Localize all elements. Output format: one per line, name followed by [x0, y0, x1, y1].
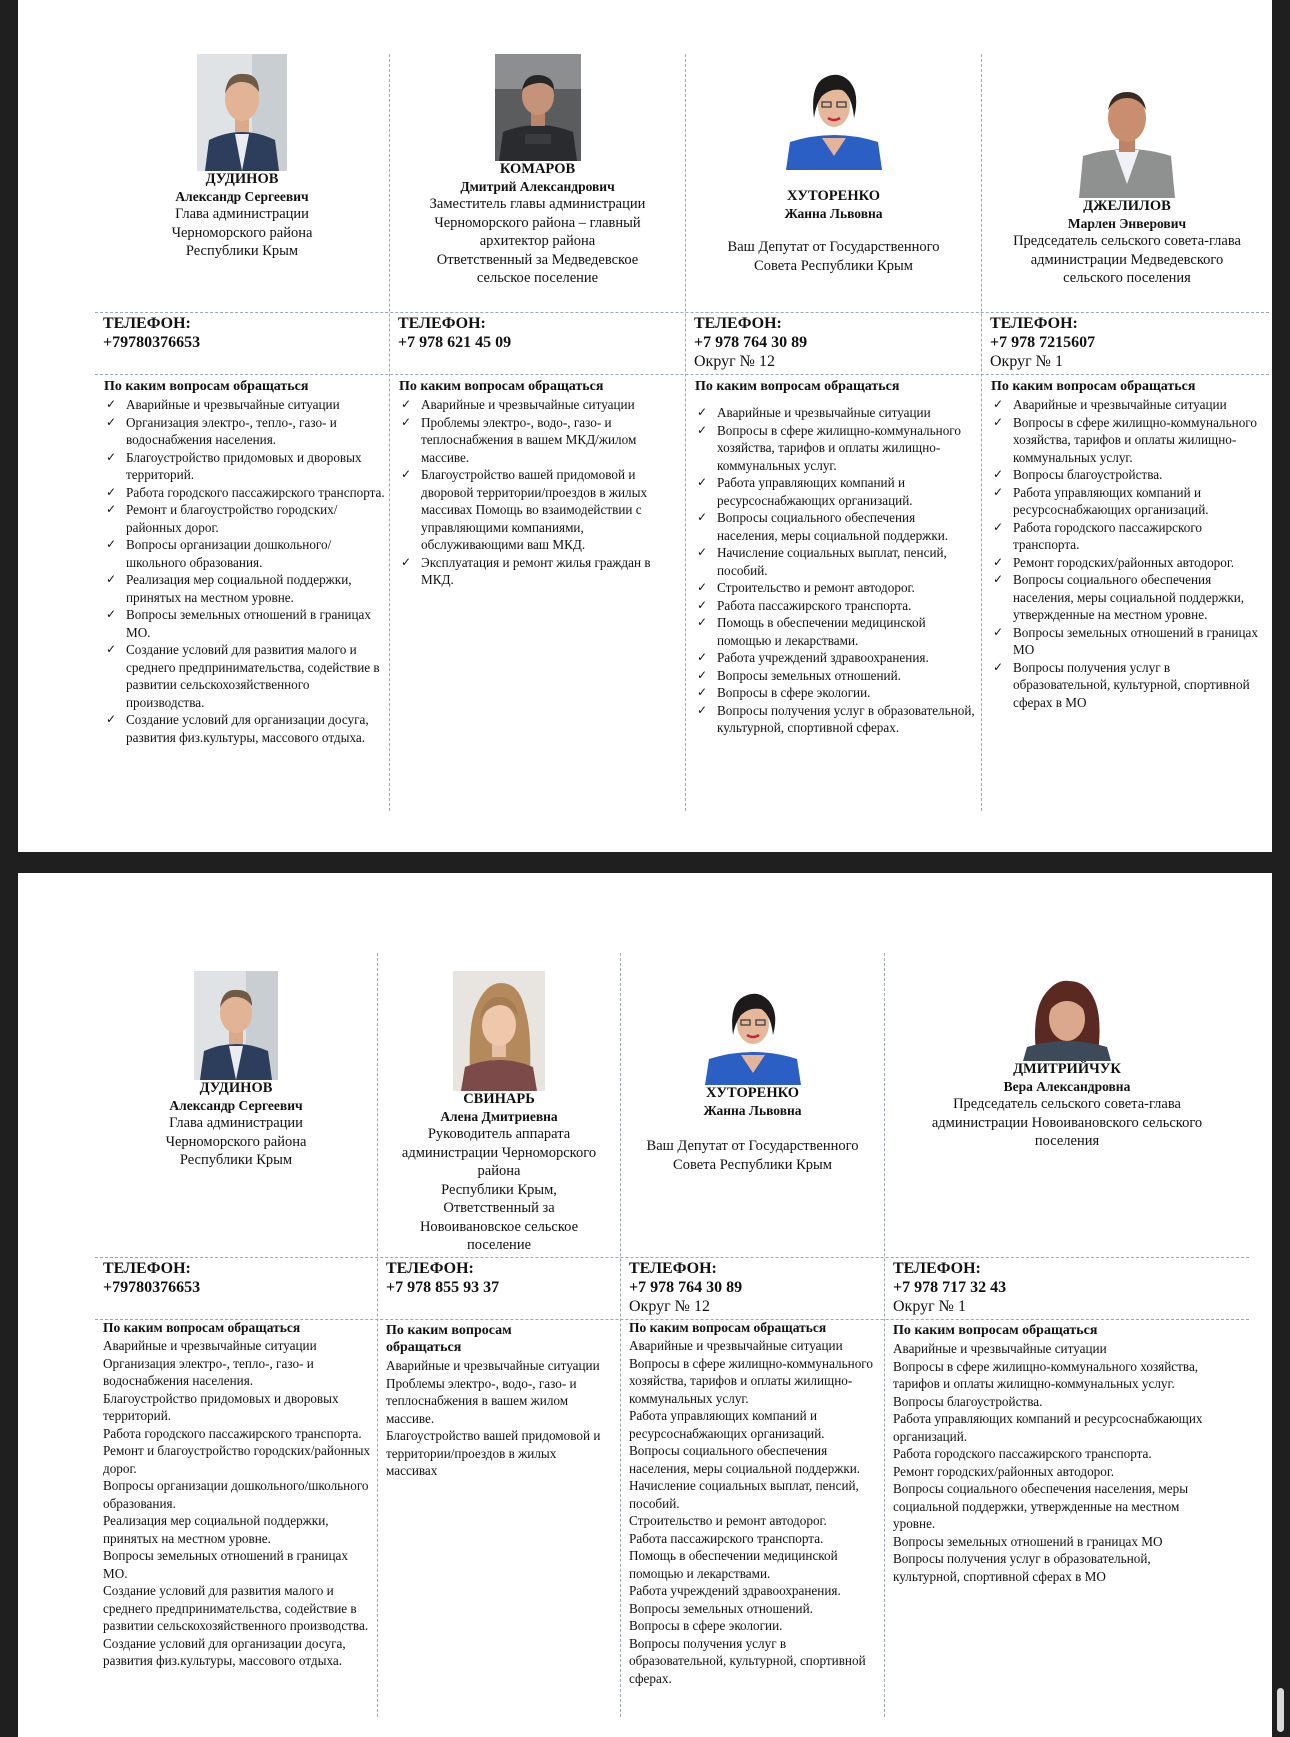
topic-item: ✓ Строительство и ремонт автодорог.: [717, 579, 977, 597]
topics-block: [893, 1322, 1219, 1585]
district-label: Округ № 1: [990, 353, 1063, 370]
phone-label: ТЕЛЕФОН:: [694, 315, 782, 332]
topics-block: [695, 378, 977, 737]
portrait-image: [784, 56, 884, 170]
topic-item: Вопросы в сфере экологии.: [629, 1618, 783, 1633]
phone-number[interactable]: +7 978 7215607: [990, 334, 1096, 351]
contact-card-dudinov: [95, 0, 389, 852]
position-line: Совета Республики Крым: [754, 257, 913, 274]
portrait-image: [197, 54, 287, 171]
position-line: Председатель сельского совета-глава: [953, 1096, 1181, 1112]
phone-block: [629, 1259, 742, 1316]
topics-heading: По каким вопросам обращаться: [103, 1320, 301, 1335]
phone-label: ТЕЛЕФОН:: [990, 315, 1078, 332]
position-line: администрации Черноморского: [401, 1144, 597, 1161]
topic-item: Аварийные и чрезвычайные ситуации: [893, 1341, 1107, 1356]
contact-card-svinar: [378, 873, 620, 1737]
position-line: Черноморского района – главный: [434, 214, 641, 231]
topic-item: Ремонт городских/районных автодорог.: [893, 1463, 1115, 1479]
topic-item: ✓ Ремонт и благоустройство городских/районных дорог.: [126, 501, 385, 536]
topic-item: ✓ Эксплуатация и ремонт жилья граждан в МКД.: [421, 554, 681, 589]
contact-card-dudinov: [95, 873, 377, 1737]
topic-item: ✓ Организация электро-, тепло-, газо- и водоснабжения населения.: [126, 414, 385, 449]
topic-item: Работа учреждений здравоохранения.: [629, 1583, 841, 1598]
card-header: [378, 971, 620, 1255]
topic-item: Работа городского пассажирского транспорта.: [893, 1446, 1152, 1461]
topic-item: ✓ Создание условий для развития малого и среднего предпринимательства, содействие в развитии сельскохозяйственного производства.: [126, 641, 385, 711]
portrait-photo: [784, 56, 884, 170]
position-line: поселение: [466, 1237, 532, 1253]
person-surname: СВИНАРЬ: [463, 1091, 535, 1107]
topic-item: Помощь в обеспечении медицинской помощью и лекарствами.: [629, 1548, 838, 1581]
topic-item: ✓ Работа пассажирского транспорта.: [717, 597, 977, 615]
topic-item: Вопросы социального обеспечения населения, меры социальной поддержки, утвержденные на местном уровне.: [893, 1481, 1189, 1531]
position-line: сельского поселения: [1063, 270, 1191, 286]
person-surname: ХУТОРЕНКО: [705, 1085, 800, 1101]
topic-item: ✓ Реализация мер социальной поддержки, принятых на местном уровне.: [126, 571, 385, 606]
phone-number[interactable]: +7 978 855 93 37: [386, 1279, 500, 1296]
topic-item: Организация электро-, тепло-, газо- и водоснабжения населения.: [103, 1355, 314, 1388]
phone-block: [103, 314, 200, 352]
topic-item: ✓ Работа городского пассажирского транспорта.: [126, 484, 385, 502]
position-line: администрации Медведевского: [1030, 251, 1224, 268]
card-header: [982, 80, 1272, 288]
position-line: архитектор района: [479, 233, 596, 249]
person-given-name: Александр Сергеевич: [169, 1098, 303, 1113]
person-surname: ДУДИНОВ: [199, 1080, 273, 1096]
person-surname: ДЖЕЛИЛОВ: [1083, 198, 1171, 214]
topic-item: ✓ Вопросы социального обеспечения населения, меры социальной поддержки, утвержденные на местном уровне.: [1013, 571, 1268, 624]
contact-card-khutorenko: [686, 0, 981, 852]
person-surname: КОМАРОВ: [499, 161, 576, 177]
person-surname: ДМИТРИЙЧУК: [1013, 1061, 1121, 1077]
contact-card-dzhelilov: [982, 0, 1272, 852]
portrait-photo: [1019, 977, 1115, 1061]
portrait-image: [495, 54, 581, 161]
phone-block: [386, 1259, 499, 1297]
topics-list: [104, 396, 385, 746]
phone-block: [893, 1259, 1006, 1316]
topic-item: ✓ Аварийные и чрезвычайные ситуации: [126, 396, 385, 414]
position-line: Республики Крым: [179, 1152, 293, 1168]
topic-item: Вопросы земельных отношений в границах МО.: [103, 1548, 348, 1581]
topic-item: ✓ Создание условий для организации досуга, развития физ.культуры, массового отдыха.: [126, 711, 385, 746]
card-header: [390, 54, 685, 288]
person-given-name: Дмитрий Александрович: [460, 179, 615, 194]
position-title: [982, 232, 1272, 288]
topic-item: Благоустройство вашей придомовой и территории/проездов в жилых массивах: [386, 1428, 601, 1478]
phone-block: [694, 314, 807, 371]
position-title: [378, 1125, 620, 1255]
topic-item: ✓ Работа управляющих компаний и ресурсоснабжающих организаций.: [1013, 484, 1268, 519]
topics-heading: По каким вопросам обращаться: [695, 379, 900, 394]
topic-item: ✓ Благоустройство придомовых и дворовых территорий.: [126, 449, 385, 484]
topics-list: [695, 404, 977, 737]
topic-item: Аварийные и чрезвычайные ситуации: [629, 1338, 843, 1353]
topic-item: ✓ Аварийные и чрезвычайные ситуации: [421, 396, 681, 414]
topic-item: Вопросы в сфере жилищно-коммунального хозяйства, тарифов и оплаты жилищно-коммунальных услуг.: [893, 1358, 1199, 1391]
position-line: Руководитель аппарата: [427, 1126, 571, 1142]
topic-item: Строительство и ремонт автодорог.: [629, 1513, 827, 1528]
topics-list: [399, 396, 681, 589]
topic-item: Работа управляющих компаний и ресурсоснабжающих организаций.: [629, 1408, 825, 1441]
topics-block: [104, 378, 385, 746]
position-line: поселения: [1034, 1133, 1100, 1149]
topic-item: Работа пассажирского транспорта.: [629, 1530, 824, 1546]
phone-label: ТЕЛЕФОН:: [386, 1260, 474, 1277]
topic-item: ✓ Вопросы в сфере экологии.: [717, 684, 977, 702]
phone-number[interactable]: +79780376653: [103, 334, 201, 351]
document-page-2: [18, 873, 1272, 1737]
topic-item: Вопросы благоустройства.: [893, 1393, 1043, 1409]
topics-block: [991, 378, 1268, 711]
topic-item: Аварийные и чрезвычайные ситуации: [386, 1358, 600, 1373]
topic-item: ✓ Вопросы в сфере жилищно-коммунального хозяйства, тарифов и оплаты жилищно-коммунальных услуг.: [1013, 414, 1268, 467]
card-header: [95, 971, 377, 1170]
topic-item: Ремонт и благоустройство городских/районных дорог.: [103, 1443, 371, 1476]
phone-number[interactable]: +7 978 764 30 89: [629, 1279, 743, 1296]
topics-block: [399, 378, 681, 589]
topics-list: [991, 396, 1268, 711]
position-title: [621, 1137, 884, 1174]
topic-item: ✓ Вопросы в сфере жилищно-коммунального хозяйства, тарифов и оплаты жилищно-коммунальных услуг.: [717, 422, 977, 475]
position-line: Республики Крым: [185, 243, 299, 259]
position-line: Глава администрации: [169, 1115, 303, 1131]
vertical-scrollbar[interactable]: [1277, 1688, 1284, 1732]
phone-number[interactable]: +7 978 621 45 09: [398, 334, 512, 351]
portrait-photo: [453, 971, 545, 1091]
position-title: [95, 205, 389, 261]
topics-list: [386, 1357, 610, 1480]
phone-block: [990, 314, 1095, 371]
topic-item: Вопросы получения услуг в образовательной, культурной, спортивной сферах в МО: [893, 1551, 1151, 1584]
portrait-photo: [703, 977, 803, 1085]
person-given-name: Жанна Львовна: [703, 1103, 802, 1118]
phone-block: [398, 314, 511, 352]
position-line: Новоивановское сельское: [419, 1218, 579, 1235]
topic-item: ✓ Вопросы получения услуг в образовательной, культурной, спортивной сферах.: [717, 702, 977, 737]
phone-block: [103, 1259, 200, 1297]
topics-heading: По каким вопросам обращаться: [629, 1320, 827, 1335]
topic-item: ✓ Вопросы земельных отношений в границах МО: [1013, 624, 1268, 659]
position-line: Республики Крым,: [441, 1181, 557, 1198]
contact-card-komarov: [390, 0, 685, 852]
position-line: района: [477, 1163, 521, 1179]
topics-heading: По каким вопросам обращаться: [399, 379, 604, 394]
topic-item: Реализация мер социальной поддержки, принятых на местном уровне.: [103, 1513, 329, 1546]
document-page-1: [18, 0, 1272, 852]
topic-item: Работа управляющих компаний и ресурсоснабжающих организаций.: [893, 1411, 1203, 1444]
phone-number[interactable]: +7 978 717 32 43: [893, 1279, 1007, 1296]
topic-item: ✓ Помощь в обеспечении медицинской помощью и лекарствами.: [717, 614, 977, 649]
portrait-photo: [495, 54, 581, 161]
contact-card-dmitriychuk: [885, 873, 1249, 1737]
portrait-image: [703, 977, 803, 1085]
contact-card-khutorenko: [621, 873, 884, 1737]
portrait-image: [1079, 80, 1175, 198]
topic-item: Вопросы в сфере жилищно-коммунального хозяйства, тарифов и оплаты жилищно-коммунальных услуг.: [629, 1355, 873, 1406]
topics-heading: По каким вопросам обращаться: [893, 1323, 1098, 1338]
position-title: [885, 1095, 1249, 1151]
position-line: Совета Республики Крым: [673, 1156, 832, 1173]
topic-item: Аварийные и чрезвычайные ситуации: [103, 1338, 317, 1353]
topic-item: ✓ Аварийные и чрезвычайные ситуации: [717, 404, 977, 422]
topics-block: [629, 1320, 880, 1687]
person-given-name: Александр Сергеевич: [175, 189, 309, 204]
position-line: Черноморского района: [171, 224, 313, 241]
topics-heading: По каким вопросам обращаться: [991, 379, 1196, 394]
topics-list: [893, 1340, 1219, 1585]
topic-item: ✓ Работа управляющих компаний и ресурсоснабжающих организаций.: [717, 474, 977, 509]
person-given-name: Жанна Львовна: [784, 206, 883, 221]
person-given-name: Марлен Энверович: [1067, 216, 1187, 231]
position-title: [686, 238, 981, 275]
position-title: [390, 195, 685, 288]
position-title: [95, 1114, 377, 1170]
topic-item: Начисление социальных выплат, пенсий, пособий.: [629, 1478, 859, 1511]
district-label: Округ № 12: [694, 353, 775, 370]
topic-item: ✓ Вопросы земельных отношений в границах МО.: [126, 606, 385, 641]
card-header: [621, 977, 884, 1174]
topics-list: [629, 1337, 880, 1687]
person-given-name: Алена Дмитриевна: [440, 1109, 558, 1124]
position-line: администрации Новоивановского сельского: [931, 1114, 1203, 1131]
topics-heading: По каким вопросам обращаться: [386, 1323, 512, 1355]
portrait-photo: [1079, 80, 1175, 198]
position-line: Черноморского района: [165, 1133, 307, 1150]
topic-item: ✓ Вопросы организации дошкольного/школьного образования.: [126, 536, 385, 571]
topic-item: Вопросы социального обеспечения населения, меры социальной поддержки.: [629, 1443, 861, 1476]
district-label: Округ № 12: [629, 1298, 710, 1315]
topic-item: ✓ Работа учреждений здравоохранения.: [717, 649, 977, 667]
card-header: [885, 977, 1249, 1151]
position-line: Глава администрации: [175, 206, 309, 222]
position-line: Ваш Депутат от Государственного: [646, 1138, 859, 1154]
topic-item: ✓ Вопросы благоустройства.: [1013, 466, 1268, 484]
card-header: [95, 54, 389, 261]
topic-item: Проблемы электро-, водо-, газо- и теплоснабжения в вашем жилом массиве.: [386, 1375, 577, 1426]
person-given-name: Вера Александровна: [1003, 1079, 1131, 1094]
phone-number[interactable]: +79780376653: [103, 1279, 201, 1296]
phone-label: ТЕЛЕФОН:: [893, 1260, 981, 1277]
portrait-photo: [194, 971, 278, 1080]
phone-label: ТЕЛЕФОН:: [629, 1260, 717, 1277]
topics-block: [386, 1322, 610, 1480]
topic-item: Вопросы земельных отношений в границах МО: [893, 1533, 1163, 1549]
phone-number[interactable]: +7 978 764 30 89: [694, 334, 808, 351]
person-surname: ХУТОРЕНКО: [786, 188, 881, 204]
topic-item: ✓ Ремонт городских/районных автодорог.: [1013, 554, 1268, 572]
phone-label: ТЕЛЕФОН:: [398, 315, 486, 332]
topic-item: Вопросы получения услуг в образовательной, культурной, спортивной сферах.: [629, 1635, 866, 1686]
topic-item: Создание условий для развития малого и среднего предпринимательства, содействие в развитии сельскохозяйственного производства.: [103, 1583, 369, 1633]
topic-item: ✓ Вопросы социального обеспечения населения, меры социальной поддержки.: [717, 509, 977, 544]
portrait-image: [1019, 977, 1115, 1061]
portrait-image: [453, 971, 545, 1091]
position-line: Ответственный за: [443, 1200, 555, 1216]
topic-item: ✓ Начисление социальных выплат, пенсий, пособий.: [717, 544, 977, 579]
position-line: Ваш Депутат от Государственного: [727, 239, 940, 255]
topic-item: ✓ Благоустройство вашей придомовой и дворовой территории/проездов в жилых массивах Помощь во взаимодействии с управляющими компаниями, обслуживающими ваш МКД.: [421, 466, 681, 554]
phone-label: ТЕЛЕФОН:: [103, 1260, 191, 1277]
topic-item: ✓ Проблемы электро-, водо-, газо- и теплоснабжения в вашем МКД/жилом массиве.: [421, 414, 681, 467]
topic-item: ✓ Аварийные и чрезвычайные ситуации: [1013, 396, 1268, 414]
topic-item: Вопросы организации дошкольного/школьного образования.: [103, 1478, 369, 1511]
topics-list: [103, 1337, 373, 1670]
portrait-image: [194, 971, 278, 1080]
position-line: сельское поселение: [476, 270, 599, 286]
topic-item: ✓ Вопросы земельных отношений.: [717, 667, 977, 685]
topic-item: Работа городского пассажирского транспорта.: [103, 1425, 362, 1441]
district-label: Округ № 1: [893, 1298, 966, 1315]
topic-item: Благоустройство придомовых и дворовых территорий.: [103, 1390, 339, 1423]
topics-block: [103, 1320, 373, 1670]
topic-item: ✓ Работа городского пассажирского транспорта.: [1013, 519, 1268, 554]
position-line: Заместитель главы администрации: [429, 196, 646, 212]
portrait-photo: [197, 54, 287, 171]
topic-item: ✓ Вопросы получения услуг в образовательной, культурной, спортивной сферах в МО: [1013, 659, 1268, 712]
position-line: Ответственный за Медведевское: [436, 251, 639, 268]
topic-item: Вопросы земельных отношений.: [629, 1600, 813, 1616]
phone-label: ТЕЛЕФОН:: [103, 315, 191, 332]
topic-item: Создание условий для организации досуга, развития физ.культуры, массового отдыха.: [103, 1635, 346, 1668]
card-header: [686, 56, 981, 275]
position-line: Председатель сельского совета-глава: [1013, 233, 1241, 249]
topics-heading: По каким вопросам обращаться: [104, 379, 309, 394]
person-surname: ДУДИНОВ: [205, 171, 279, 187]
